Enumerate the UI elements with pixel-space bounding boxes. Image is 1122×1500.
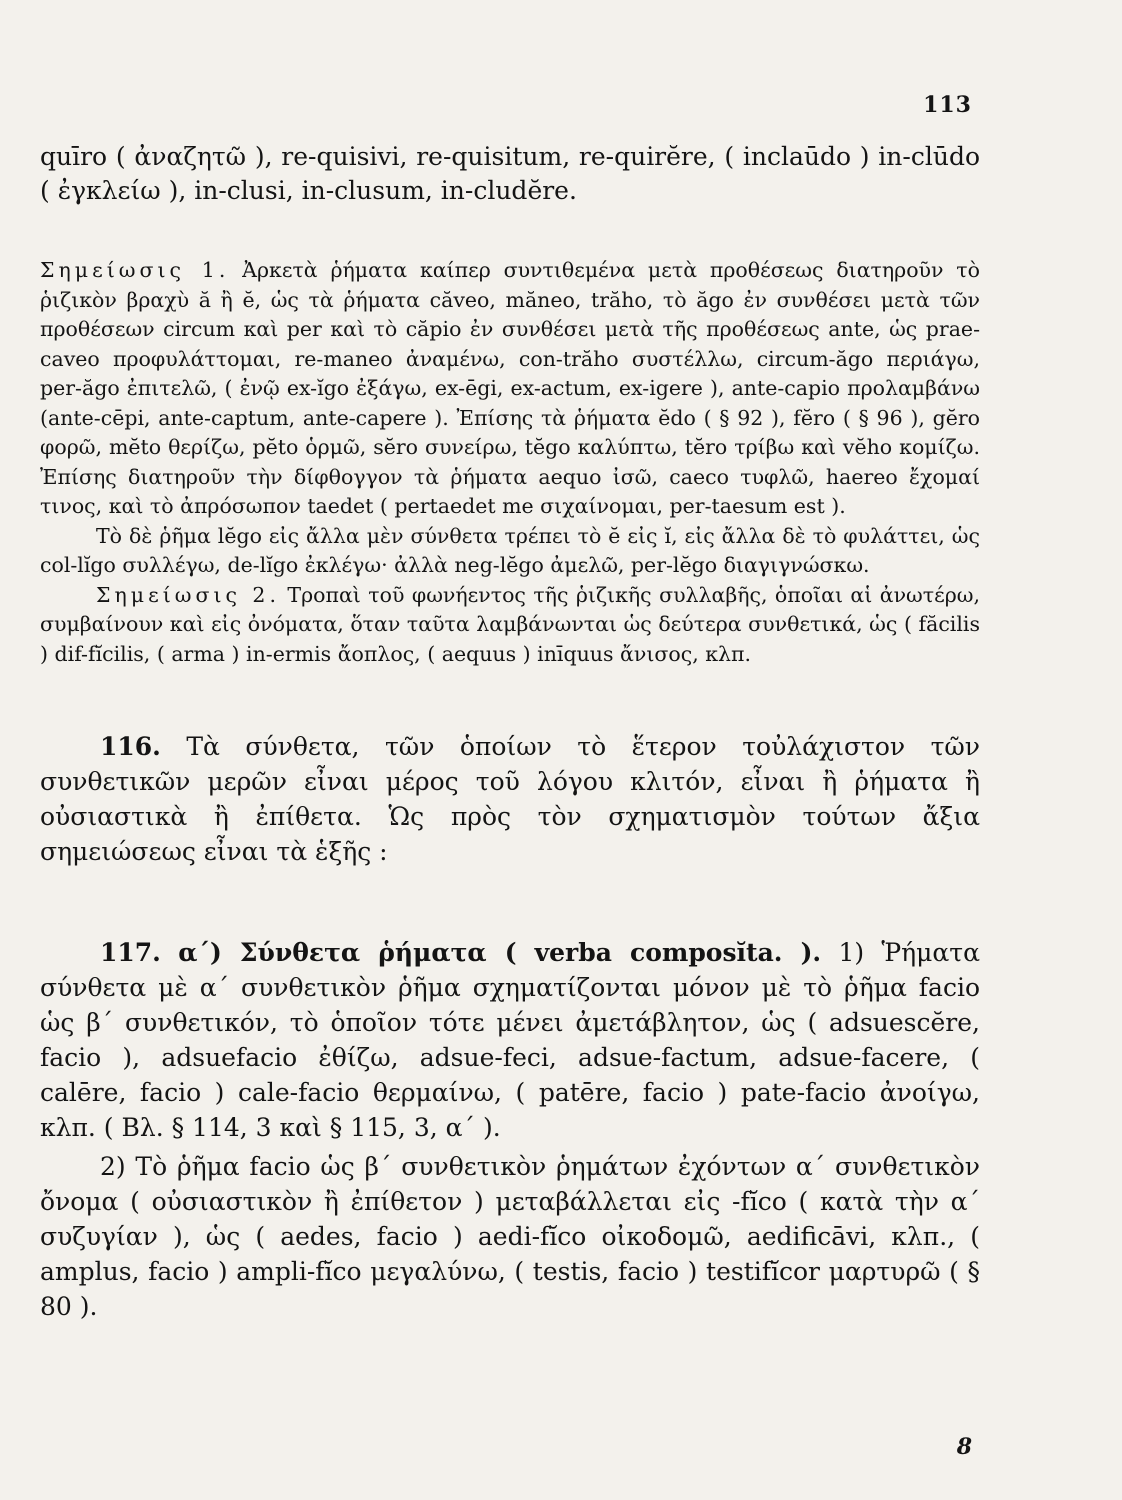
note-1-label: Σημείωσις 1. bbox=[40, 258, 230, 282]
section-116 bbox=[40, 729, 980, 869]
page-number: 113 bbox=[923, 92, 972, 118]
section-116-text: Τὰ σύνθετα, τῶν ὁποίων τὸ ἕτερον τοὐλάχιστον τῶν συνθετικῶν μερῶν εἶναι μέρος τοῦ λόγου κλιτόν, εἶναι ἢ ῥήματα ἢ οὐσιαστικὰ ἢ ἐπίθετα. Ὡς πρὸς τὸν σχηματισμὸν τούτων ἄξια σημειώσεως εἶναι τὰ ἑξῆς : bbox=[40, 732, 980, 866]
section-117-heading: α΄) Σύνθετα ῥήματα ( verba composĭta. ). bbox=[178, 938, 822, 967]
section-117-text: 1) Ῥήματα σύνθετα μὲ α΄ συνθετικὸν ῥῆμα σχηματίζονται μόνον μὲ τὸ ῥῆμα facio ὡς β΄ συνθετικόν, τὸ ὁποῖον τότε μένει ἀμετάβλητον, ὡς ( adsuescĕre, facio ), adsuefacio ἐθίζω, adsue-feci, adsue-factum, adsue-facere, ( calēre, facio ) cale-facio θερμαίνω, ( patēre, facio ) pate-facio ἀνοίγω, κλπ. ( Βλ. § 114, 3 καὶ § 115, 3, α΄ ). bbox=[40, 938, 980, 1142]
page-body bbox=[40, 140, 980, 1324]
note-1-text: Ἀρκετὰ ῥήματα καίπερ συντιθεμένα μετὰ προθέσεως διατηροῦν τὸ ῥιζικὸν βραχὺ ă ἢ ĕ, ὡς τὰ ῥήματα căveo, măneo, trăho, τὸ ăgo ἐν συνθέσει μετὰ τῶν προθέσεων circum καὶ per καὶ τὸ căpio ἐν συνθέσει μετὰ τῆς προθέσεως ante, ὡς prae-caveo προφυλάττομαι, re-maneo ἀναμένω, con-trăho συστέλλω, circum-ăgo περιάγω, per-ăgo ἐπιτελῶ, ( ἐνῷ ex-ĭgo ἐξάγω, ex-ēgi, ex-actum, ex-igere ), ante-capio προλαμβάνω (ante-cēpi, ante-captum, ante-capere ). Ἐπίσης τὰ ῥήματα ĕdo ( § 92 ), fĕro ( § 96 ), gĕro φορῶ, mĕto θερίζω, pĕto ὁρμῶ, sĕro συνείρω, tĕgo καλύπτω, tĕro τρίβω καὶ vĕho κομίζω. Ἐπίσης διατηροῦν τὴν δίφθογγον τὰ ῥήματα aequo ἰσῶ, caeco τυφλῶ, haereo ἔχομαί τινος, καὶ τὸ ἀπρόσωπον taedet ( pertaedet me σιχαίνομαι, per-taesum est ). bbox=[40, 258, 980, 518]
note-2-text: Τροπαὶ τοῦ φωνήεντος τῆς ῥιζικῆς συλλαβῆς, ὁποῖαι αἱ ἀνωτέρω, συμβαίνουν καὶ εἰς ὀνόματα, ὅταν ταῦτα λαμβάνωνται ὡς δεύτερα συνθετικά, ὡς ( făcilis ) dif-fĭcilis, ( arma ) in-ermis ἄοπλος, ( aequus ) inīquus ἄνισος, κλπ. bbox=[40, 582, 981, 666]
section-117-number: 117. bbox=[100, 938, 161, 967]
note-2-label: Σημείωσις 2. bbox=[96, 582, 280, 607]
intro-paragraph: quīro ( ἀναζητῶ ), re-quisivi, re-quisitum, re-quirĕre, ( inclaūdo ) in-clūdo ( ἐγκλείω ), in-clusi, in-clusum, in-cludĕre. bbox=[40, 142, 980, 205]
note-1 bbox=[40, 256, 980, 522]
section-117-paragraph-2: 2) Τὸ ῥῆμα facio ὡς β΄ συνθετικὸν ῥημάτων ἐχόντων α΄ συνθετικὸν ὄνομα ( οὐσιαστικὸν ἢ ἐπίθετον ) μεταβάλλεται εἰς -fĭco ( κατὰ τὴν α΄ συζυγίαν ), ὡς ( aedes, facio ) aedi-fĭco οἰκοδομῶ, aedificāvi, κλπ., ( amplus, facio ) ampli-fĭco μεγαλύνω, ( testis, facio ) testifĭcor μαρτυρῶ ( § 80 ). bbox=[40, 1152, 980, 1321]
section-117 bbox=[40, 935, 980, 1145]
note-2 bbox=[40, 581, 980, 670]
note-1-continuation: Τὸ δὲ ῥῆμα lĕgo εἰς ἄλλα μὲν σύνθετα τρέπει τὸ ĕ εἰς ĭ, εἰς ἄλλα δὲ τὸ φυλάττει, ὡς col-lĭgo συλλέγω, de-lĭgo ἐκλέγω· ἀλλὰ neg-lĕgo ἀμελῶ, per-lĕgo διαγιγνώσκω. bbox=[40, 523, 980, 577]
section-116-number: 116. bbox=[100, 732, 161, 761]
signature-mark: 8 bbox=[956, 1434, 972, 1460]
